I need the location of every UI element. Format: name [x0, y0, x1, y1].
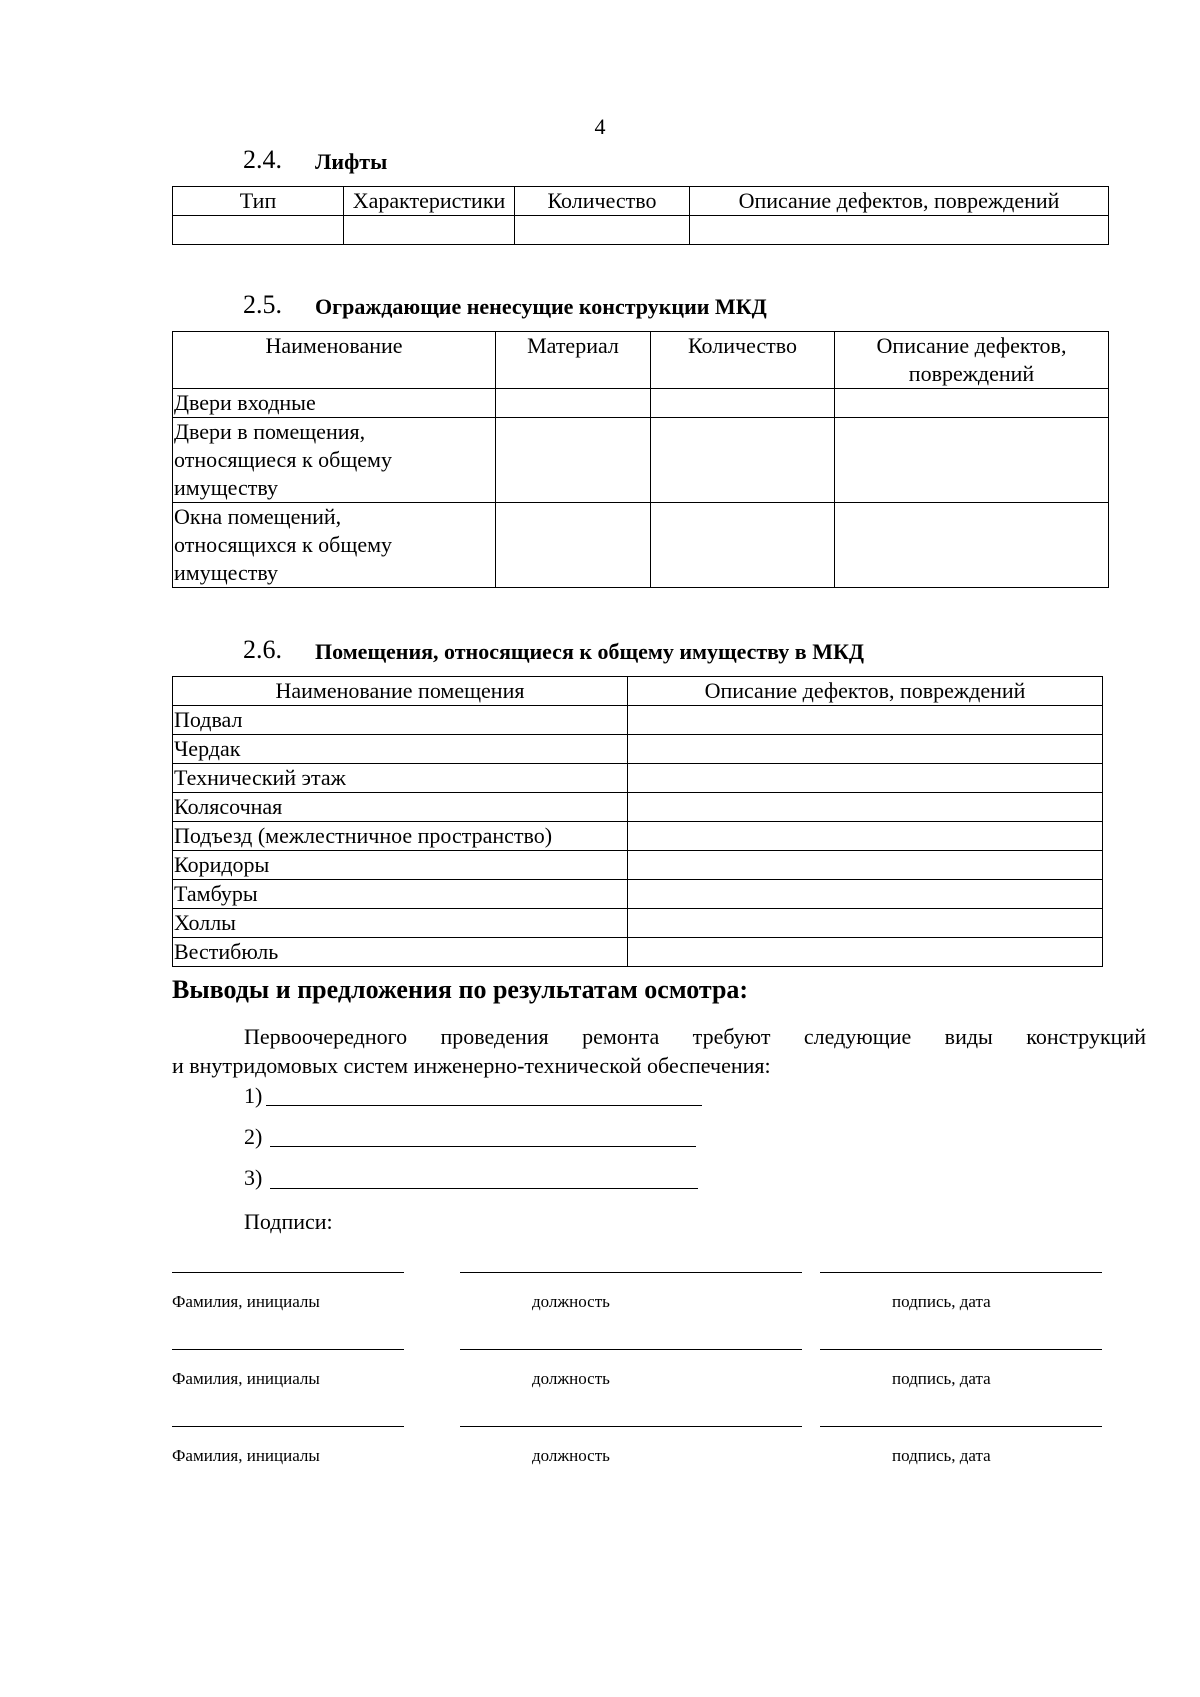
row-label-line: Окна помещений,	[174, 504, 342, 529]
column-header: Количество	[515, 187, 690, 216]
row-label: Чердак	[173, 735, 628, 764]
section-2-6-title: Помещения, относящиеся к общему имуществу в МКД	[315, 639, 865, 664]
row-label: Холлы	[173, 909, 628, 938]
paragraph-line: Первоочередного проведения ремонта требуют следующие виды конструкций	[244, 1024, 1146, 1049]
table-cell[interactable]	[628, 880, 1103, 909]
position-signature-line[interactable]	[460, 1426, 802, 1427]
column-header: Описание дефектов, повреждений	[628, 677, 1103, 706]
row-label: Двери входные	[173, 389, 496, 418]
table-cell[interactable]	[628, 764, 1103, 793]
column-header: Количество	[651, 332, 835, 389]
sign-date-label: подпись, дата	[892, 1446, 991, 1465]
sign-date-line[interactable]	[820, 1426, 1102, 1427]
position-label: должность	[532, 1369, 610, 1388]
table-cell[interactable]	[628, 822, 1103, 851]
common-premises-table	[172, 676, 1103, 967]
item-number: 2)	[244, 1124, 263, 1149]
name-label: Фамилия, инициалы	[172, 1446, 320, 1465]
section-2-5-title: Ограждающие ненесущие конструкции МКД	[315, 294, 767, 319]
table-cell[interactable]	[628, 851, 1103, 880]
item-number: 3)	[244, 1165, 263, 1190]
name-label: Фамилия, инициалы	[172, 1292, 320, 1311]
table-row	[173, 909, 1103, 938]
table-row	[173, 793, 1103, 822]
table-row	[173, 735, 1103, 764]
table-cell[interactable]	[496, 503, 651, 588]
header-line: повреждений	[908, 361, 1035, 386]
table-row	[173, 216, 1109, 245]
column-header	[835, 332, 1109, 389]
table-cell[interactable]	[628, 909, 1103, 938]
section-2-4-title: Лифты	[315, 149, 388, 174]
conclusions-paragraph	[172, 1022, 1146, 1080]
sign-date-line[interactable]	[820, 1272, 1102, 1273]
column-header: Характеристики	[344, 187, 515, 216]
table-cell[interactable]	[496, 418, 651, 503]
table-cell[interactable]	[835, 503, 1109, 588]
row-label-line: относящиеся к общему	[174, 447, 392, 472]
table-cell[interactable]	[835, 418, 1109, 503]
signatures-label: Подписи:	[244, 1209, 333, 1234]
lifts-table	[172, 186, 1109, 245]
item-1-input-line[interactable]	[266, 1105, 702, 1106]
section-2-6-number: 2.6.	[243, 635, 282, 664]
column-header: Материал	[496, 332, 651, 389]
table-row	[173, 764, 1103, 793]
header-line: Описание дефектов,	[876, 333, 1067, 358]
name-signature-line[interactable]	[172, 1426, 404, 1427]
table-row	[173, 880, 1103, 909]
name-signature-line[interactable]	[172, 1272, 404, 1273]
row-label	[173, 418, 496, 503]
table-row	[173, 503, 1109, 588]
row-label-line: Двери в помещения,	[174, 419, 366, 444]
table-cell[interactable]	[628, 706, 1103, 735]
table-row	[173, 706, 1103, 735]
row-label: Технический этаж	[173, 764, 628, 793]
row-label-line: относящихся к общему	[174, 532, 393, 557]
section-2-5-number: 2.5.	[243, 290, 282, 319]
position-label: должность	[532, 1446, 610, 1465]
table-cell[interactable]	[651, 418, 835, 503]
name-label: Фамилия, инициалы	[172, 1369, 320, 1388]
table-row	[173, 389, 1109, 418]
conclusions-heading: Выводы и предложения по результатам осмотра:	[172, 975, 749, 1004]
row-label: Тамбуры	[173, 880, 628, 909]
table-cell[interactable]	[173, 216, 344, 245]
table-cell[interactable]	[628, 793, 1103, 822]
table-cell[interactable]	[496, 389, 651, 418]
name-signature-line[interactable]	[172, 1349, 404, 1350]
sign-date-line[interactable]	[820, 1349, 1102, 1350]
section-2-4-number: 2.4.	[243, 145, 282, 174]
table-cell[interactable]	[651, 389, 835, 418]
table-row	[173, 938, 1103, 967]
table-cell[interactable]	[344, 216, 515, 245]
page-number: 4	[594, 114, 606, 139]
table-cell[interactable]	[651, 503, 835, 588]
position-signature-line[interactable]	[460, 1272, 802, 1273]
column-header: Тип	[173, 187, 344, 216]
sign-date-label: подпись, дата	[892, 1292, 991, 1311]
row-label: Подвал	[173, 706, 628, 735]
row-label	[173, 503, 496, 588]
enclosing-structures-table	[172, 331, 1109, 588]
table-cell[interactable]	[515, 216, 690, 245]
table-row	[173, 822, 1103, 851]
table-cell[interactable]	[835, 389, 1109, 418]
paragraph-line: и внутридомовых систем инженерно-технической обеспечения:	[172, 1053, 771, 1078]
row-label: Подъезд (межлестничное пространство)	[173, 822, 628, 851]
table-header-row	[173, 677, 1103, 706]
column-header: Наименование помещения	[173, 677, 628, 706]
row-label-line: имуществу	[174, 560, 278, 585]
row-label: Вестибюль	[173, 938, 628, 967]
table-header-row	[173, 187, 1109, 216]
position-signature-line[interactable]	[460, 1349, 802, 1350]
column-header: Наименование	[173, 332, 496, 389]
row-label: Коридоры	[173, 851, 628, 880]
table-cell[interactable]	[628, 735, 1103, 764]
table-row	[173, 851, 1103, 880]
table-header-row	[173, 332, 1109, 389]
row-label-line: имуществу	[174, 475, 278, 500]
table-cell[interactable]	[690, 216, 1109, 245]
sign-date-label: подпись, дата	[892, 1369, 991, 1388]
item-2-input-line[interactable]	[270, 1146, 696, 1147]
item-3-input-line[interactable]	[270, 1188, 698, 1189]
position-label: должность	[532, 1292, 610, 1311]
table-cell[interactable]	[628, 938, 1103, 967]
row-label: Колясочная	[173, 793, 628, 822]
table-row	[173, 418, 1109, 503]
column-header: Описание дефектов, повреждений	[690, 187, 1109, 216]
item-number: 1)	[244, 1083, 263, 1108]
